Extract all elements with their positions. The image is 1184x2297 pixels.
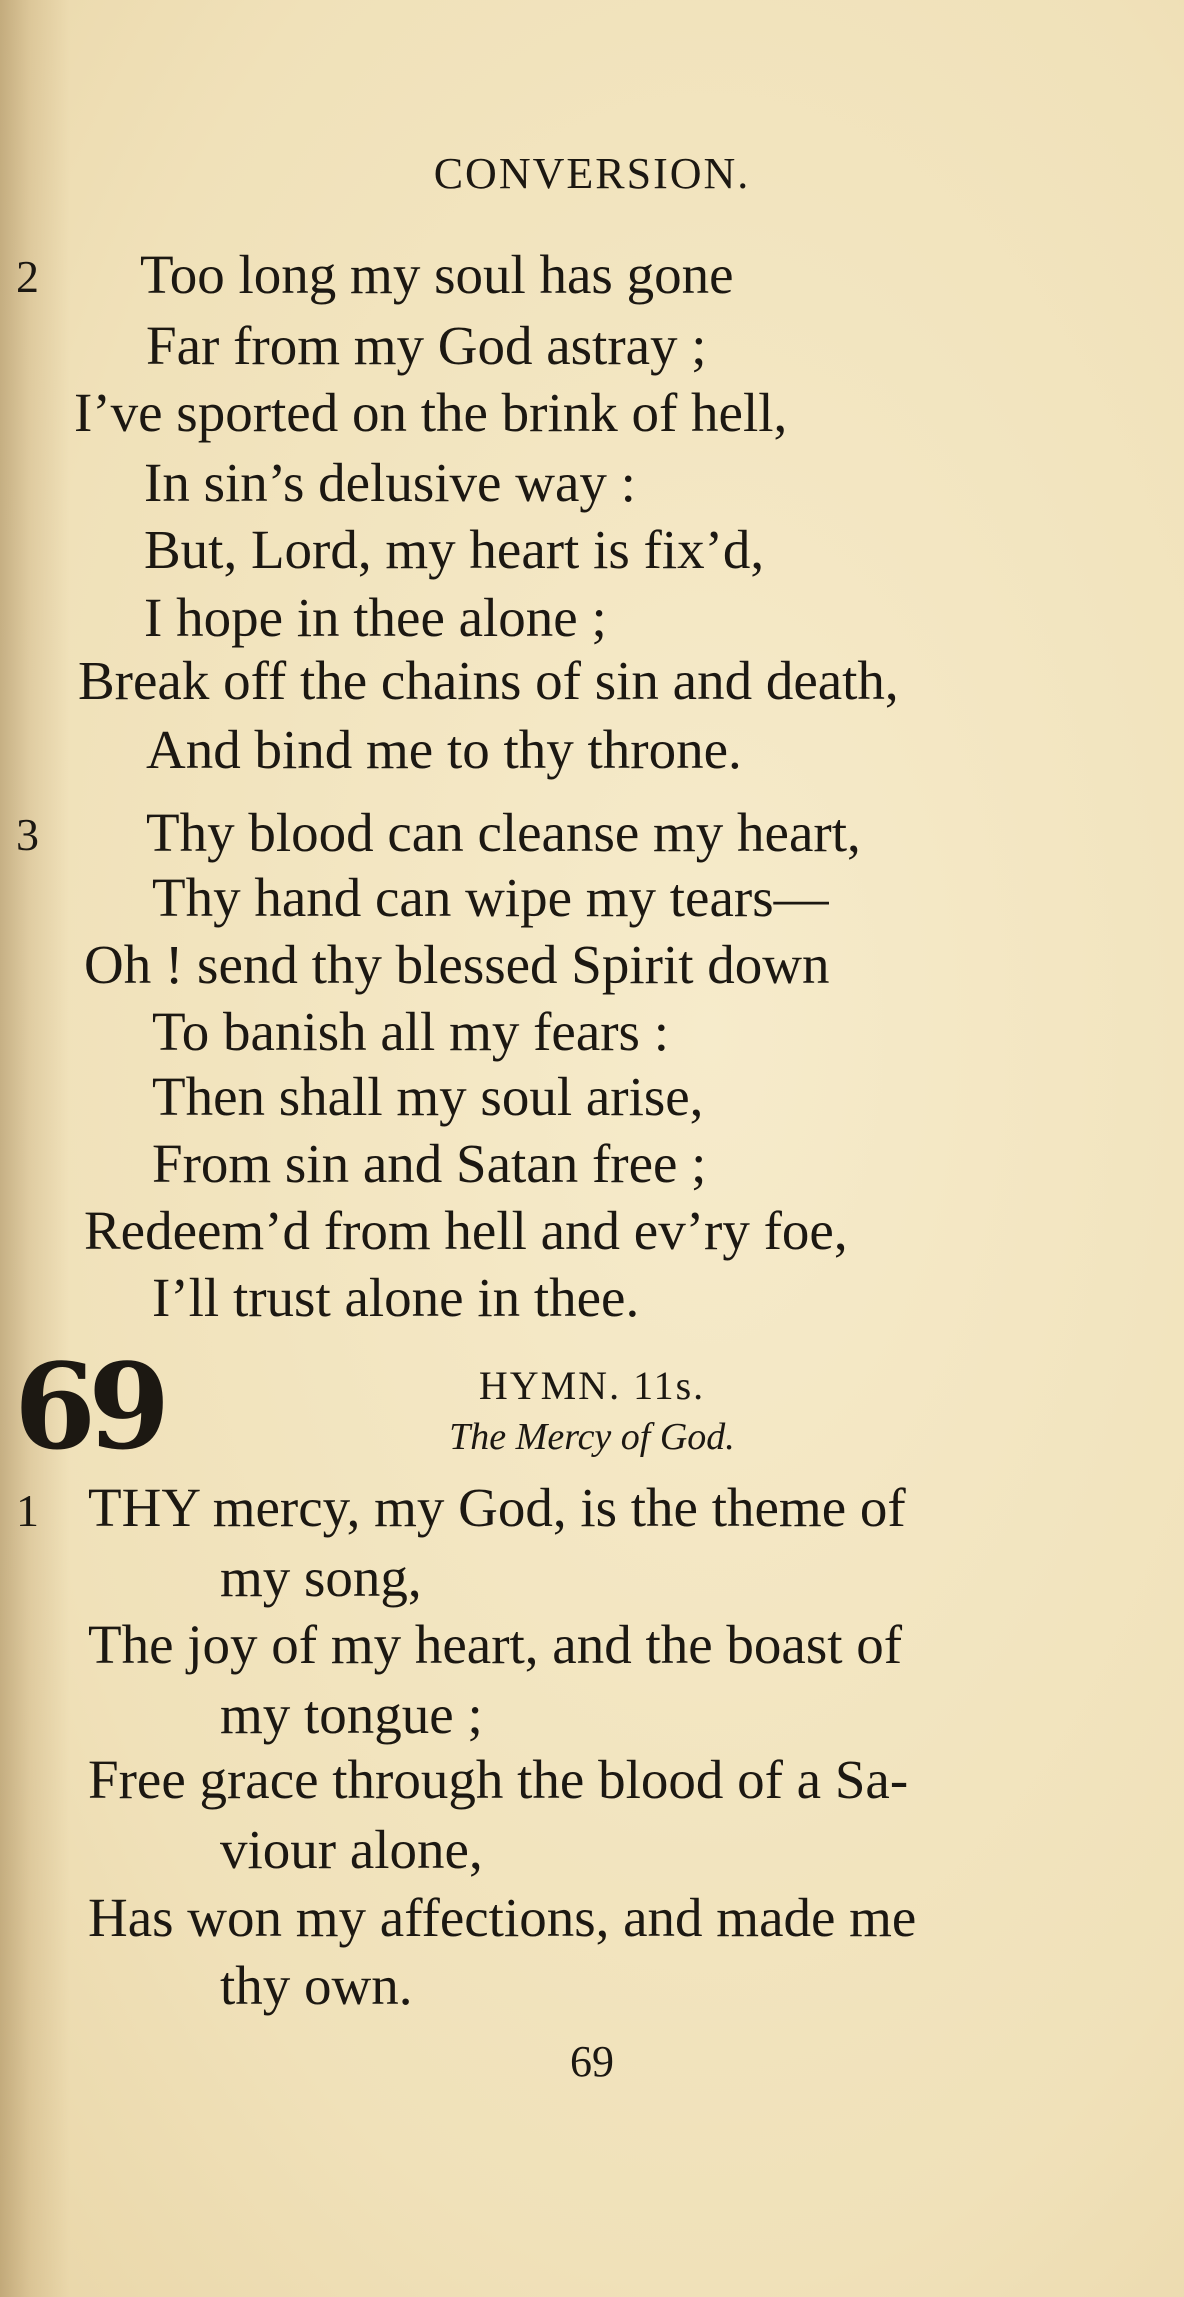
- verse-line: From sin and Satan free ;: [152, 1133, 707, 1194]
- hymn-subtitle: The Mercy of God.: [449, 1416, 735, 1458]
- verse-line: But, Lord, my heart is fix’d,: [144, 519, 765, 580]
- verse-line: In sin’s delusive way :: [144, 452, 636, 513]
- verse-line: my tongue ;: [220, 1684, 483, 1745]
- verse-line: my song,: [220, 1547, 422, 1608]
- verse-line: And bind me to thy throne.: [146, 719, 742, 780]
- stanza-number: 1: [16, 1485, 39, 1536]
- verse-line: I hope in thee alone ;: [144, 587, 607, 648]
- verse-line: The joy of my heart, and the boast of: [88, 1614, 903, 1675]
- verse-line: Far from my God astray ;: [146, 315, 707, 376]
- verse-line: Thy blood can cleanse my heart,: [146, 802, 861, 863]
- verse-line: viour alone,: [220, 1819, 483, 1880]
- verse-line: To banish all my fears :: [152, 1001, 669, 1062]
- verse-line: Thy hand can wipe my tears—: [152, 867, 829, 928]
- stanza-number: 2: [16, 251, 39, 302]
- verse-line: Break off the chains of sin and death,: [78, 650, 899, 711]
- hymn-number: 69: [14, 1337, 163, 1476]
- hymn-heading: HYMN. 11s.: [478, 1363, 706, 1408]
- verse-line: Free grace through the blood of a Sa-: [88, 1749, 909, 1810]
- verse-line: I’ve sported on the brink of hell,: [74, 382, 788, 443]
- stanza-number: 3: [16, 809, 39, 860]
- verse-line: Oh ! send thy blessed Spirit down: [84, 934, 830, 995]
- running-head: CONVERSION.: [433, 149, 751, 198]
- verse-line: Too long my soul has gone: [140, 244, 734, 305]
- verse-line: thy own.: [220, 1955, 413, 2016]
- verse-line: Then shall my soul arise,: [152, 1066, 704, 1127]
- page-number: 69: [570, 2037, 614, 2086]
- verse-line: I’ll trust alone in thee.: [152, 1267, 640, 1328]
- verse-line: Has won my affections, and made me: [88, 1887, 917, 1948]
- verse-line: THY mercy, my God, is the theme of: [88, 1477, 906, 1538]
- verse-line: Redeem’d from hell and ev’ry foe,: [84, 1200, 848, 1261]
